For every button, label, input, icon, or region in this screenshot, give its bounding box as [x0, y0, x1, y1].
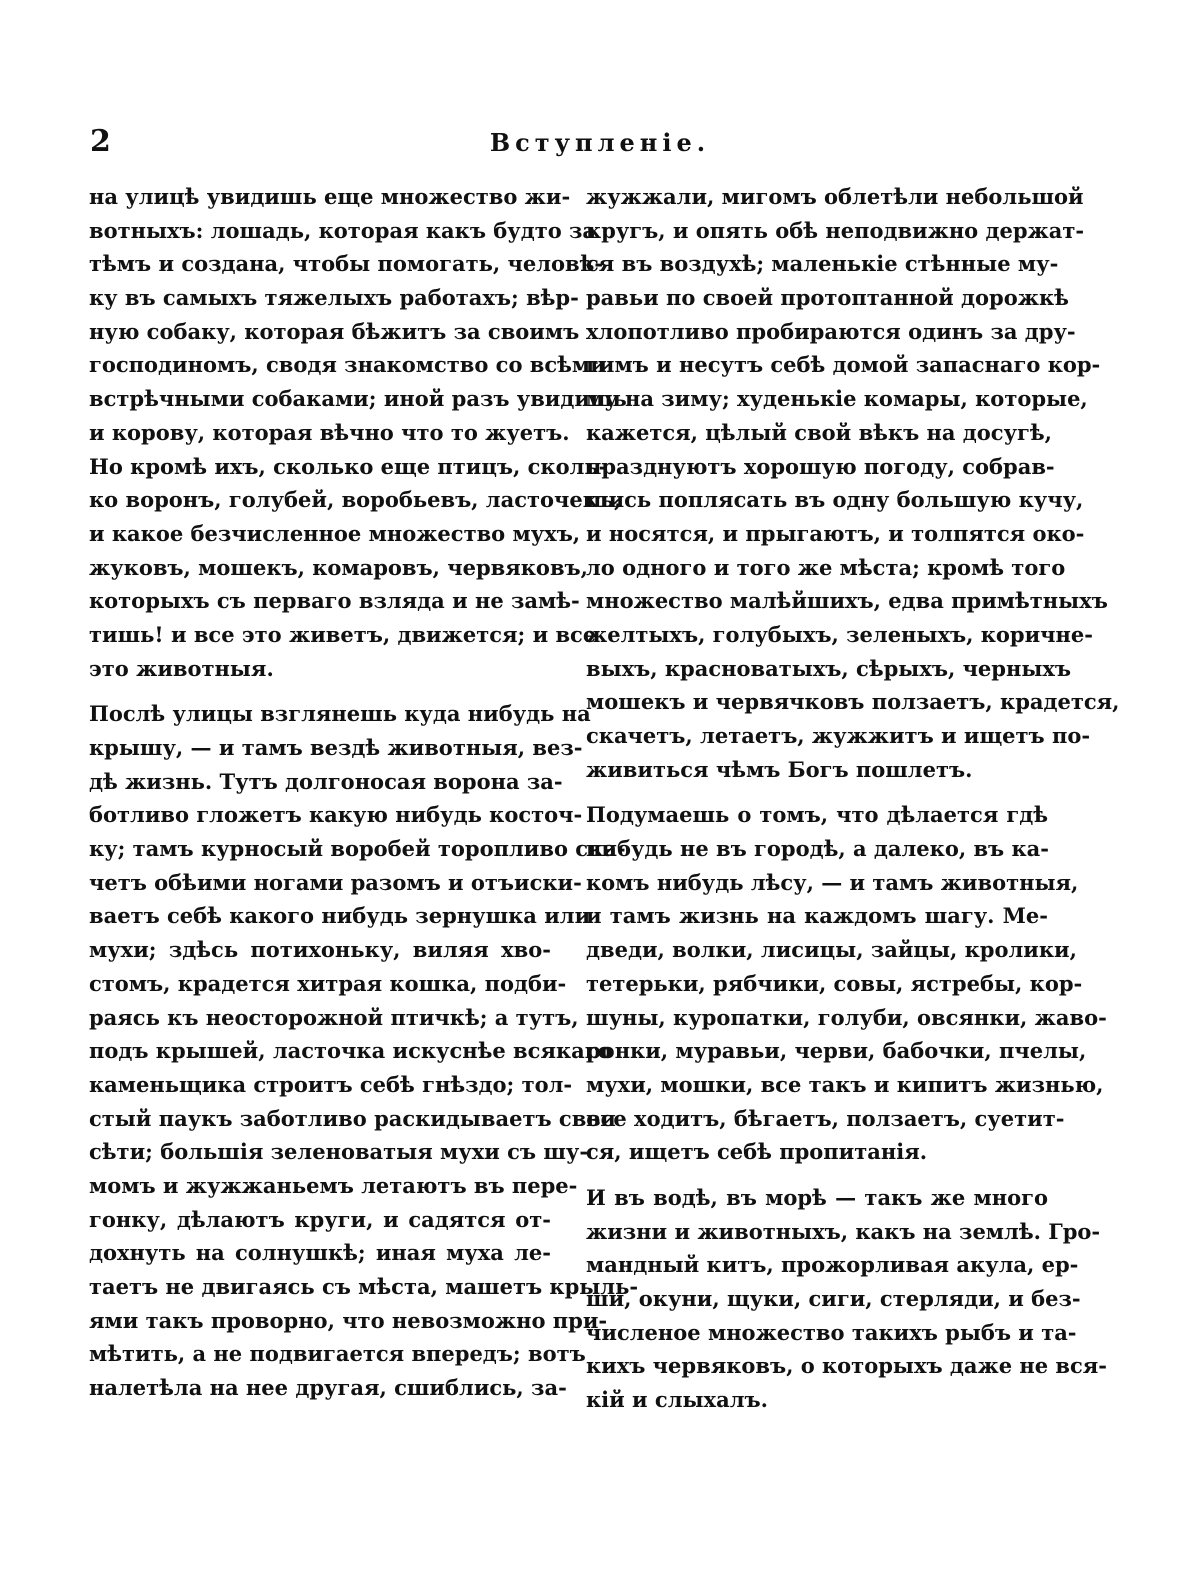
text-line: дведи, волки, лисицы, зайцы, кролики, — [586, 937, 1077, 963]
text-line: кихъ червяковъ, о которыхъ даже не вся- — [586, 1353, 1108, 1379]
text-line: Но кромѣ ихъ, сколько еще птицъ, сколь- — [89, 453, 608, 479]
text-line: И въ водѣ, въ морѣ — такъ же много — [586, 1184, 1048, 1210]
text-line: таетъ не двигаясь съ мѣста, машетъ крыль- — [89, 1274, 639, 1299]
text-line: каменьщика строитъ себѣ гнѣздо; тол- — [89, 1071, 573, 1097]
text-line: ко воронъ, голубей, воробьевъ, ласточекъ, — [89, 487, 622, 513]
text-line: жизни и животныхъ, какъ на землѣ. Гро- — [586, 1218, 1101, 1244]
text-line: тѣмъ и создана, чтобы помогать, человѣ- — [89, 251, 604, 277]
text-line: сѣти; большія зеленоватыя мухи съ шу- — [89, 1139, 589, 1165]
text-line: комъ нибудь лѣсу, — и тамъ животныя, — [586, 869, 1079, 895]
text-line: и тамъ жизнь на каждомъ шагу. Ме- — [586, 903, 1048, 929]
text-line: мухи; здѣсь потихоньку, виляя хво- — [89, 937, 551, 963]
page-number: 2 — [90, 124, 111, 159]
text-line: четъ обѣими ногами разомъ и отъиски- — [89, 869, 582, 895]
text-line: множество малѣйшихъ, едва примѣтныхъ — [586, 588, 1108, 614]
text-line: мандный китъ, прожорливая акула, ер- — [586, 1252, 1079, 1278]
text-line: шись поплясать въ одну большую кучу, — [586, 487, 1084, 513]
text-line: скачетъ, летаетъ, жужжитъ и ищетъ по- — [586, 723, 1091, 748]
text-line: ся въ воздухѣ; маленькіе стѣнные му- — [586, 251, 1059, 277]
paragraph — [586, 798, 1107, 1169]
paragraph — [586, 1181, 1108, 1417]
text-line: и корову, которая вѣчно что то жуетъ. — [89, 419, 570, 445]
text-line: ваетъ себѣ какого нибудь зернушка или — [89, 903, 591, 929]
text-line: ку въ самыхъ тяжелыхъ работахъ; вѣр- — [89, 285, 579, 311]
text-line: тетерьки, рябчики, совы, ястребы, кор- — [586, 970, 1083, 996]
text-line: момъ и жужжаньемъ летаютъ въ пере- — [89, 1172, 578, 1198]
text-line: шуны, куропатки, голуби, овсянки, жаво- — [586, 1004, 1107, 1030]
text-line: гимъ и несутъ себѣ домой запаснаго кор- — [586, 352, 1101, 378]
text-line: которыхъ съ перваго взляда и не замѣ- — [89, 588, 580, 614]
text-line: мѣтить, а не подвигается впередъ; вотъ — [89, 1341, 586, 1367]
text-line: жуковъ, мошекъ, комаровъ, червяковъ, — [89, 554, 588, 580]
text-line: Подумаешь о томъ, что дѣлается гдѣ — [586, 802, 1048, 828]
text-line: ся, ищетъ себѣ пропитанія. — [586, 1139, 928, 1165]
text-line: и какое безчисленное множество мухъ, — [89, 520, 581, 546]
text-line: мошекъ и червячковъ ползаетъ, крадется, — [586, 689, 1120, 715]
text-line: празднуютъ хорошую погоду, собрав- — [586, 453, 1055, 479]
text-line: это животныя. — [89, 655, 274, 681]
paragraph-gap — [89, 685, 551, 697]
text-line: дохнуть на солнушкѣ; иная муха ле- — [89, 1240, 551, 1266]
text-line: кажется, цѣлый свой вѣкъ на досугѣ, — [586, 419, 1052, 445]
running-title: Вступленіе. — [489, 128, 711, 157]
text-line: тишь! и все это живетъ, движется; и все — [89, 621, 597, 647]
text-line: мухи, мошки, все такъ и кипитъ жизнью, — [586, 1071, 1104, 1097]
text-line: крышу, — и тамъ вездѣ животныя, вез- — [89, 735, 583, 760]
text-line: равьи по своей протоптанной дорожкѣ — [586, 285, 1069, 311]
text-line: стый паукъ заботливо раскидываетъ свои — [89, 1105, 616, 1131]
text-line: налетѣла на нее другая, сшиблись, за- — [89, 1375, 567, 1401]
text-line: ши, окуни, щуки, сиги, стерляди, и без- — [586, 1286, 1081, 1311]
paragraph — [89, 697, 639, 1404]
text-line: на улицѣ увидишь еще множество жи- — [89, 184, 571, 209]
text-line: ронки, муравьи, черви, бабочки, пчелы, — [586, 1038, 1087, 1064]
text-line: му на зиму; худенькіе комары, которые, — [586, 386, 1088, 412]
text-line: встрѣчными собаками; иной разъ увидишь — [89, 386, 627, 412]
text-line: дѣ жизнь. Тутъ долгоносая ворона за- — [89, 768, 563, 794]
text-line: Послѣ улицы взглянешь куда нибудь на — [89, 701, 591, 727]
text-line: ло одного и того же мѣста; кромѣ того — [586, 554, 1066, 580]
text-line: господиномъ, сводя знакомство со всѣми — [89, 352, 606, 378]
text-line: все ходитъ, бѣгаетъ, ползаетъ, суетит- — [586, 1105, 1065, 1131]
left-column — [89, 180, 639, 1405]
text-line: желтыхъ, голубыхъ, зеленыхъ, коричне- — [586, 621, 1093, 647]
text-line: хлопотливо пробираются одинъ за дру- — [586, 318, 1076, 344]
text-line: ку; тамъ курносый воробей торопливо ска- — [89, 836, 626, 862]
text-line: стомъ, крадется хитрая кошка, подби- — [89, 970, 567, 996]
text-line: выхъ, красноватыхъ, сѣрыхъ, черныхъ — [586, 655, 1072, 681]
paragraph-gap — [586, 1169, 1048, 1181]
text-line: нибудь не въ городѣ, а далеко, въ ка- — [586, 836, 1049, 862]
paragraph-gap — [586, 786, 1048, 798]
text-line: жужжали, мигомъ облетѣли небольшой — [586, 184, 1084, 209]
text-line: раясь къ неосторожной птичкѣ; а тутъ, — [89, 1004, 579, 1030]
text-line: ную собаку, которая бѣжитъ за своимъ — [89, 318, 580, 344]
text-line: и носятся, и прыгаютъ, и толпятся око- — [586, 520, 1085, 546]
text-line: подъ крышей, ласточка искуснѣе всякаго — [89, 1038, 612, 1064]
text-line: кій и слыхалъ. — [586, 1387, 768, 1413]
text-line: численое множество такихъ рыбъ и та- — [586, 1319, 1077, 1345]
text-line: вотныхъ: лошадь, которая какъ будто за — [89, 217, 597, 243]
text-line: ботливо гложетъ какую нибудь косточ- — [89, 802, 583, 828]
text-line: ями такъ проворно, что невозможно при- — [89, 1307, 608, 1333]
text-line: живиться чѣмъ Богъ пошлетъ. — [586, 756, 973, 782]
paragraph — [586, 180, 1120, 786]
right-column — [586, 180, 1120, 1417]
text-line: гонку, дѣлаютъ круги, и садятся от- — [89, 1206, 551, 1232]
text-line: кругъ, и опять обѣ неподвижно держат- — [586, 217, 1085, 243]
paragraph — [89, 180, 627, 685]
